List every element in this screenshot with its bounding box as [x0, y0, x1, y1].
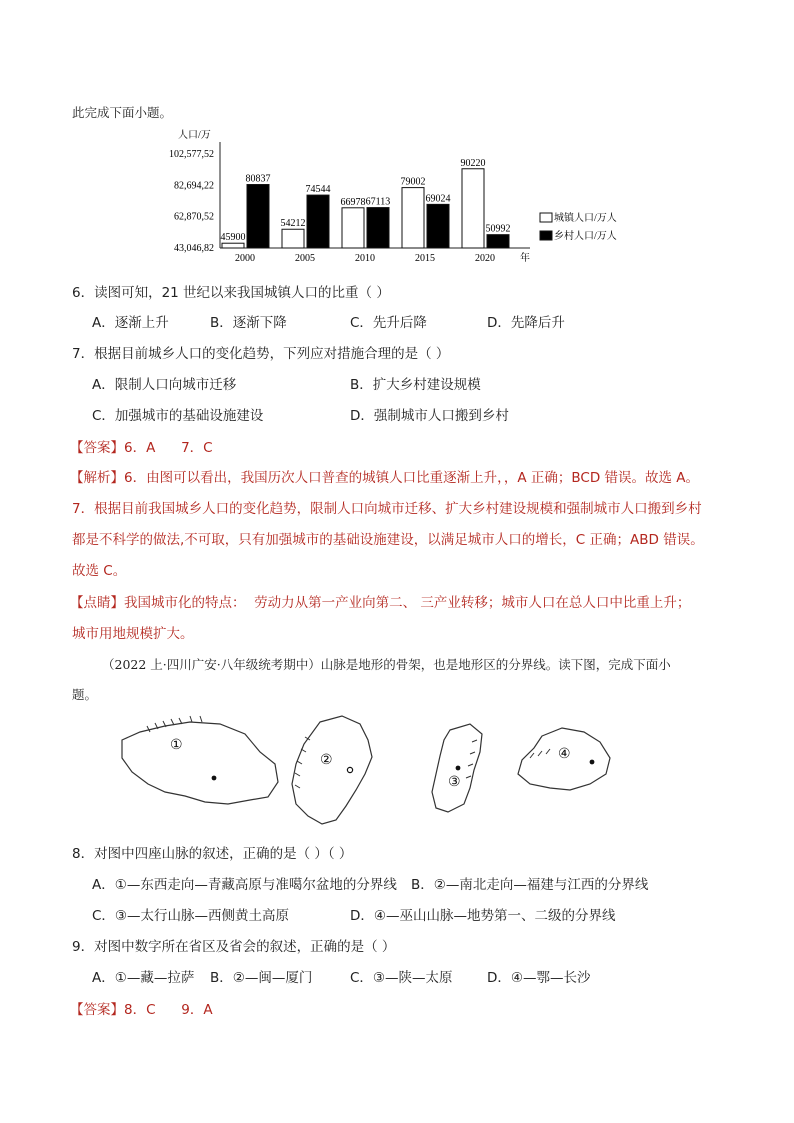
answer-block-2 — [70, 998, 213, 1018]
legend-label: 城镇人口/万人 — [554, 213, 617, 224]
answer-text: 6．A 7．C — [124, 440, 213, 456]
bar-rural — [367, 208, 389, 248]
answer-block-1 — [70, 436, 213, 456]
q7-option-a: A．限制人口向城市迁移 — [92, 377, 237, 393]
answer-tag: 【答案】 — [70, 440, 124, 456]
y-tick-label: 62,870,52 — [174, 211, 214, 223]
bar-value-label: 74544 — [305, 184, 331, 196]
map-label-4: ④ — [558, 747, 571, 762]
x-tick-label: 2010 — [355, 253, 375, 264]
mountain-hatch-2 — [295, 737, 310, 788]
y-tick-label: 102,577,52 — [169, 149, 214, 160]
bar-rural — [487, 235, 509, 248]
q6-option-b: B．逐渐下降 — [210, 315, 287, 331]
y-axis-label: 人口/万 — [178, 130, 211, 141]
q7-option-c: C．加强城市的基础设施建设 — [92, 408, 264, 424]
y-tick-label: 43,046,82 — [174, 243, 214, 254]
answer-text-2: 8．C 9．A — [124, 1002, 213, 1018]
x-tick-label: 2000 — [235, 253, 255, 264]
mountain-hatch-3 — [466, 740, 477, 778]
comment-tag: 【点睛】 — [70, 595, 124, 611]
comment-line-1 — [70, 591, 690, 611]
analysis-text-1: 6．由图可以看出，我国历次人口普查的城镇人口比重逐渐上升，，A 正确；BCD 错误。故选 A。 — [124, 470, 700, 486]
q9-option-d: D．④—鄂—长沙 — [487, 970, 591, 986]
bar-rural — [307, 195, 329, 248]
answer-tag-2: 【答案】 — [70, 1002, 124, 1018]
bar-value-label: 90220 — [460, 157, 486, 169]
x-tick-label: 2015 — [415, 253, 435, 264]
q8-option-b: B．②—南北走向—福建与江西的分界线 — [411, 877, 649, 893]
map-outline-fujian — [292, 716, 372, 824]
q6-stem: 6．读图可知，21 世纪以来我国城镇人口的比重（ ） — [72, 285, 390, 301]
intro2-line-1 — [102, 655, 671, 673]
intro2-line-2: 题。 — [72, 687, 98, 702]
q7-option-b: B．扩大乡村建设规模 — [350, 377, 481, 393]
y-tick-label: 82,694,22 — [174, 180, 214, 192]
map-label-3: ③ — [448, 775, 461, 790]
map-label-1: ① — [170, 738, 183, 753]
province-maps-figure — [110, 712, 620, 830]
q9-stem: 9．对图中数字所在省区及省会的叙述，正确的是（ ） — [72, 939, 396, 955]
analysis-line-2: 7．根据目前我国城乡人口的变化趋势，限制人口向城市迁移、扩大乡村建设规模和强制城市人口搬到乡村 — [72, 501, 702, 517]
q9-option-c: C．③—陕—太原 — [350, 970, 453, 986]
bar-value-label: 54212 — [280, 218, 306, 230]
q7-stem: 7．根据目前城乡人口的变化趋势，下列应对措施合理的是（ ） — [72, 346, 450, 362]
q6-option-a: A．逐渐上升 — [92, 315, 169, 331]
analysis-tag: 【解析】 — [70, 470, 124, 486]
capital-dot-3 — [456, 766, 461, 771]
population-bar-chart — [150, 126, 620, 268]
capital-dot-4 — [590, 760, 595, 765]
bar-urban — [402, 188, 424, 248]
legend-swatch — [540, 213, 552, 222]
intro2-text: 山脉是地形的骨架，也是地形区的分界线。读下图，完成下面小 — [320, 657, 671, 672]
intro-tail: 此完成下面小题。 — [72, 105, 173, 120]
q8-option-d: D．④—巫山山脉—地势第一、二级的分界线 — [350, 908, 616, 924]
analysis-line-3: 都是不科学的做法,不可取，只有加强城市的基础设施建设，以满足城市人口的增长，C 正确；ABD 错误。 — [72, 532, 704, 548]
capital-dot-2 — [347, 767, 352, 772]
bar-value-label: 80837 — [245, 173, 271, 185]
map-outline-xizang — [122, 722, 278, 804]
bar-value-label: 45900 — [220, 232, 246, 244]
bar-value-label: 79002 — [400, 176, 426, 188]
comment-text-1: 我国城市化的特点： 劳动力从第一产业向第二、 三产业转移；城市人口在总人口中比重上升； — [124, 595, 691, 611]
q9-option-b: B．②—闽—厦门 — [210, 970, 313, 986]
q8-stem: 8．对图中四座山脉的叙述，正确的是（ ）（ ） — [72, 846, 353, 862]
map-label-2: ② — [320, 753, 333, 768]
bar-rural — [247, 185, 269, 248]
q9-option-a: A．①—藏—拉萨 — [92, 970, 195, 986]
legend-swatch — [540, 231, 552, 240]
bar-urban — [342, 208, 364, 248]
mountain-hatch-4 — [530, 749, 550, 758]
q6-option-c: C．先升后降 — [350, 315, 427, 331]
x-tick-label: 2020 — [475, 253, 495, 264]
analysis-line-4: 故选 C。 — [72, 563, 127, 579]
x-axis-label: 年 — [520, 253, 530, 264]
bar-urban — [222, 243, 244, 248]
comment-line-2: 城市用地规模扩大。 — [72, 626, 194, 642]
bar-rural — [427, 204, 449, 248]
bar-value-label: 69024 — [425, 193, 451, 205]
bar-value-label: 67113 — [365, 196, 391, 208]
intro2-source: （2022 上·四川广安·八年级统考期中） — [102, 657, 321, 672]
q8-option-c: C．③—太行山脉—西侧黄土高原 — [92, 908, 290, 924]
legend-label: 乡村人口/万人 — [554, 231, 617, 242]
x-tick-label: 2005 — [295, 253, 315, 264]
bar-urban — [462, 169, 484, 248]
q6-option-d: D．先降后升 — [487, 315, 565, 331]
q8-option-a: A．①—东西走向—青藏高原与准噶尔盆地的分界线 — [92, 877, 397, 893]
bar-value-label: 66978 — [340, 196, 366, 208]
analysis-line-1 — [70, 466, 699, 486]
bar-value-label: 50992 — [485, 223, 511, 235]
capital-dot-1 — [212, 776, 217, 781]
bar-urban — [282, 229, 304, 248]
q7-option-d: D．强制城市人口搬到乡村 — [350, 408, 509, 424]
